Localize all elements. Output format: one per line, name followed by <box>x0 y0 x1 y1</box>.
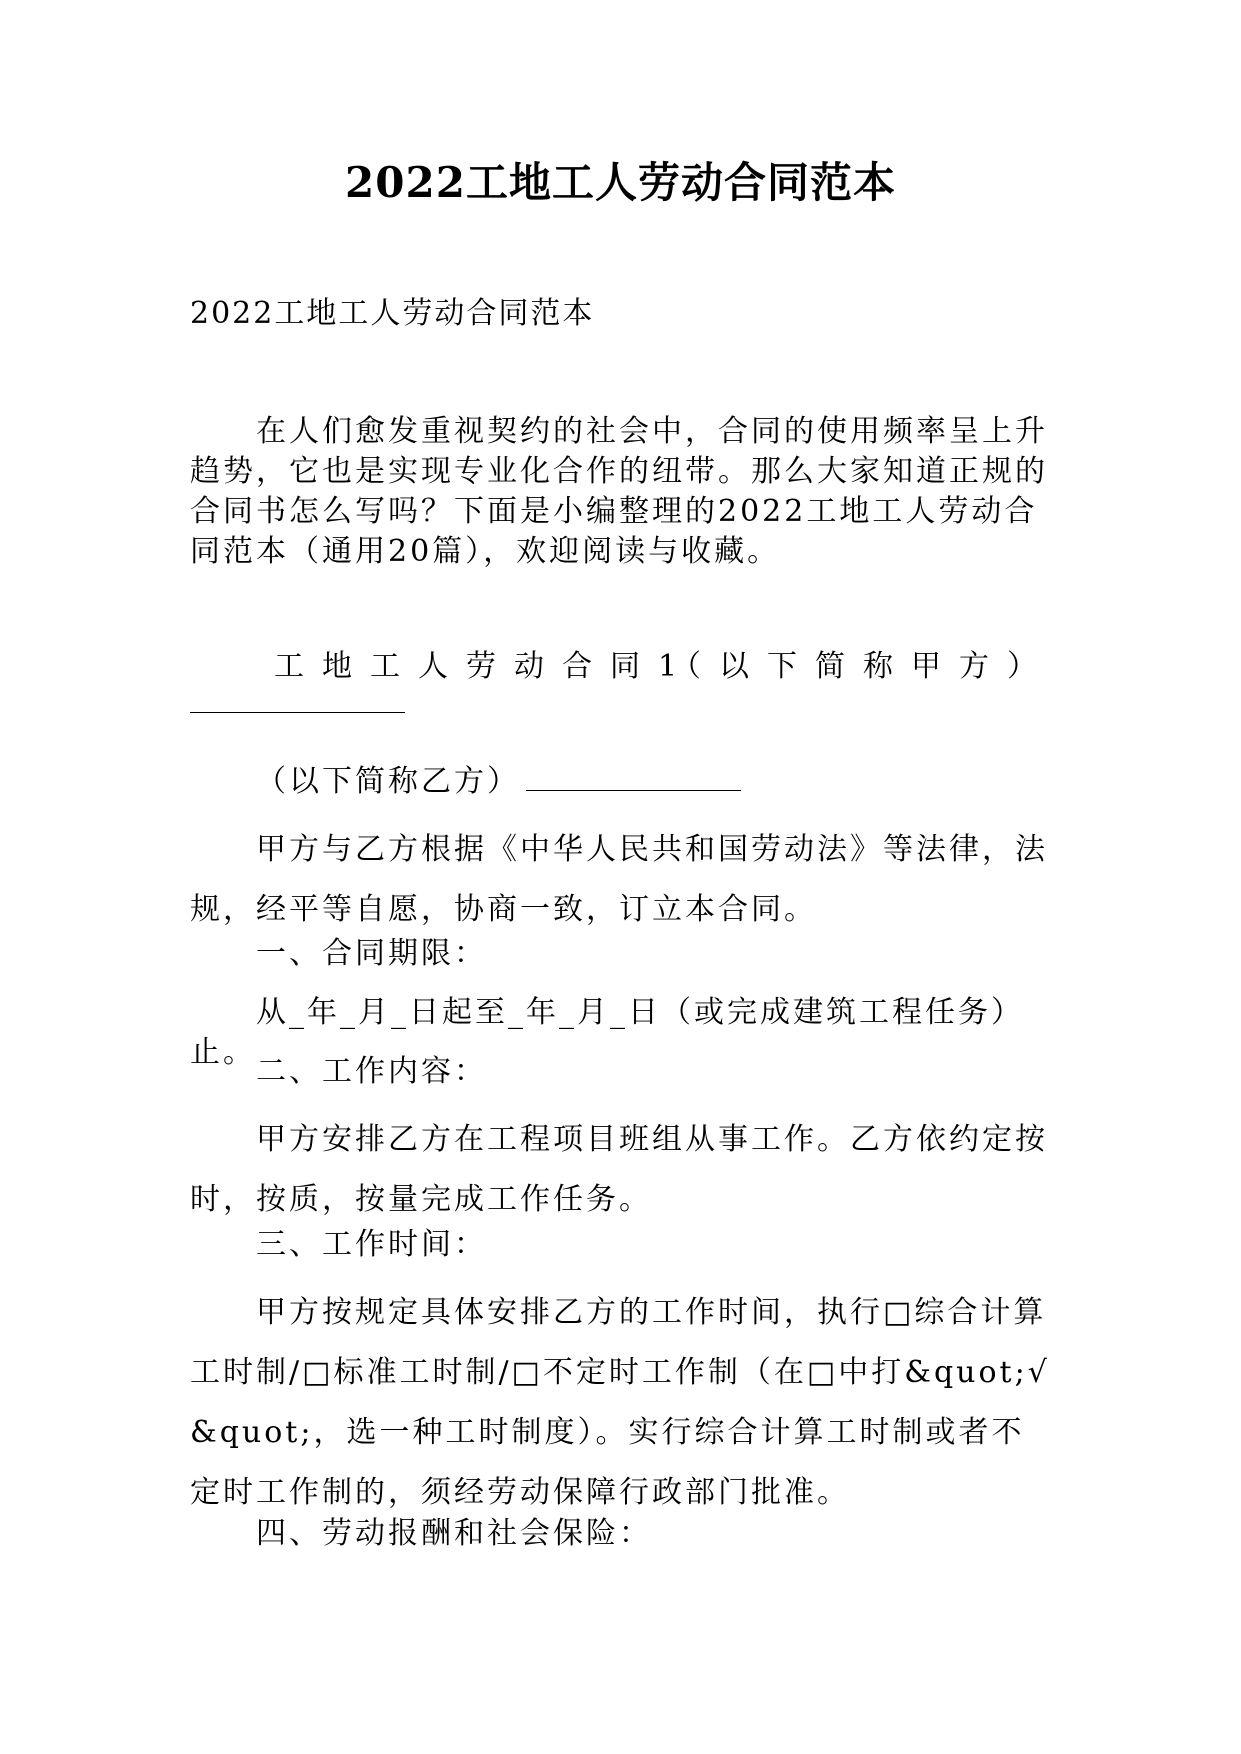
party-a-label: （以下简称甲方） <box>671 649 1055 684</box>
section2-text: 甲方安排乙方在工程项目班组从事工作。乙方依约定按时，按质，按量完成工作任务。 <box>190 1122 1048 1217</box>
document-title: 2022工地工人劳动合同范本 <box>345 158 896 207</box>
party-a-blank <box>190 710 405 713</box>
party-b-blank <box>526 764 741 791</box>
intro-paragraph: 在人们愈发重视契约的社会中，合同的使用频率呈上升趋势，它也是实现专业化合作的纽带。那么大家知道正规的合同书怎么写吗？下面是小编整理的2022工地工人劳动合同范本（通用20篇），欢迎阅读与收藏。 <box>190 414 1048 569</box>
section1-text: 从_年_月_日起至_年_月_日（或完成建筑工程任务）止。 <box>190 995 1024 1070</box>
contract-heading: 工地工人劳动合同1 <box>274 649 696 684</box>
section2-heading: 二、工作内容： <box>256 1054 487 1089</box>
party-b-line <box>190 762 1055 802</box>
document-subtitle: 2022工地工人劳动合同范本 <box>190 296 595 331</box>
section3-heading: 三、工作时间： <box>256 1227 487 1262</box>
section4-heading: 四、劳动报酬和社会保险： <box>256 1516 652 1551</box>
section1-heading: 一、合同期限： <box>256 936 487 971</box>
section3-text: 甲方按规定具体安排乙方的工作时间，执行□综合计算工时制/□标准工时制/□不定时工作制（在□中打&quot;√&quot;，选一种工时制度）。实行综合计算工时制或者不定时工作制的，须经劳动保障行政部门批准。 <box>190 1295 1050 1510</box>
party-b-label: （以下简称乙方） <box>256 764 520 799</box>
law-paragraph: 甲方与乙方根据《中华人民共和国劳动法》等法律，法规，经平等自愿，协商一致，订立本合同。 <box>190 832 1048 927</box>
